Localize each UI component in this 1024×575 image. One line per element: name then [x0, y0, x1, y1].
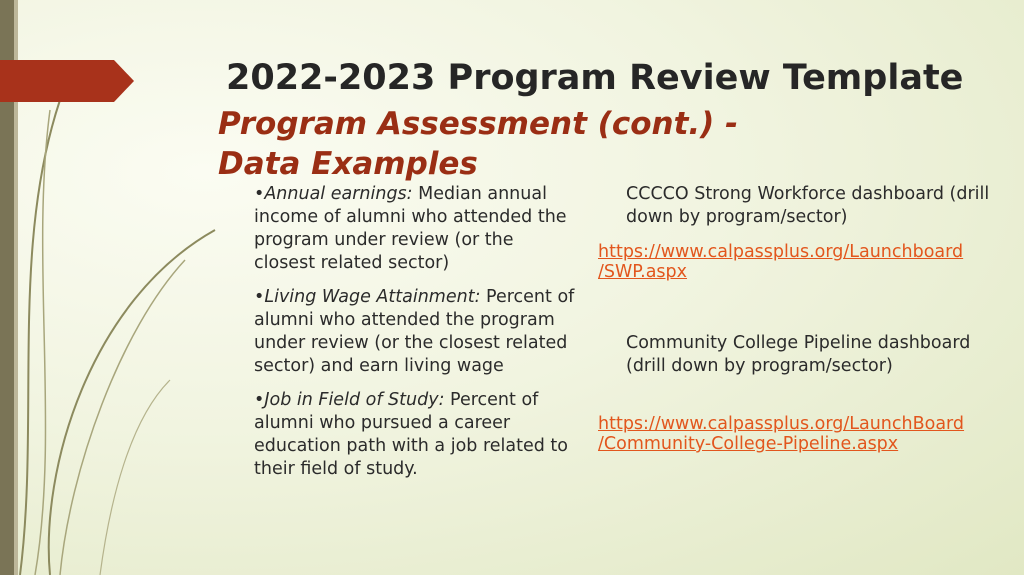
left-column — [226, 183, 576, 481]
bullet-job-in-field — [226, 389, 576, 481]
bullet-term: Job in Field of Study: — [264, 390, 445, 410]
bullet-text: Community College Pipeline dashboard (drill down by program/sector) — [626, 333, 971, 376]
bullet-text: Percent of alumni who attended the program under review (or the closest related sector) and earn living wage — [254, 287, 575, 376]
bullet-dot: • — [254, 390, 265, 410]
bullet-annual-earnings — [226, 183, 576, 275]
bullet-term: Living Wage Attainment: — [264, 287, 481, 307]
link-line-2: /Community-College-Pipeline.aspx — [598, 434, 899, 454]
bullet-pipeline — [598, 332, 998, 378]
bullet-text: Median annual income of alumni who attended the program under review (or the closest related sector) — [254, 184, 567, 273]
subtitle-line-2: Data Examples — [218, 146, 478, 182]
strong-workforce-link[interactable] — [598, 242, 998, 282]
pipeline-link[interactable] — [598, 414, 998, 454]
bullet-text: Percent of alumni who pursued a career education path with a job related to their field of study. — [254, 390, 568, 479]
slide-subtitle — [218, 104, 738, 184]
link-line-2: /SWP.aspx — [598, 262, 688, 282]
bullet-living-wage — [226, 286, 576, 378]
link-line-1: https://www.calpassplus.org/Launchboard — [598, 242, 964, 262]
slide-title: 2022-2023 Program Review Template — [226, 58, 964, 98]
right-column — [598, 183, 998, 454]
bullet-dot: • — [254, 287, 265, 307]
bullet-strong-workforce — [598, 183, 998, 229]
subtitle-line-1: Program Assessment (cont.) - — [218, 106, 739, 142]
bullet-text: CCCCO Strong Workforce dashboard (drill down by program/sector) — [626, 184, 990, 227]
bullet-dot: • — [254, 184, 265, 204]
title-arrow-shape — [0, 60, 134, 102]
link-line-1: https://www.calpassplus.org/LaunchBoard — [598, 414, 965, 434]
bullet-term: Annual earnings: — [264, 184, 413, 204]
